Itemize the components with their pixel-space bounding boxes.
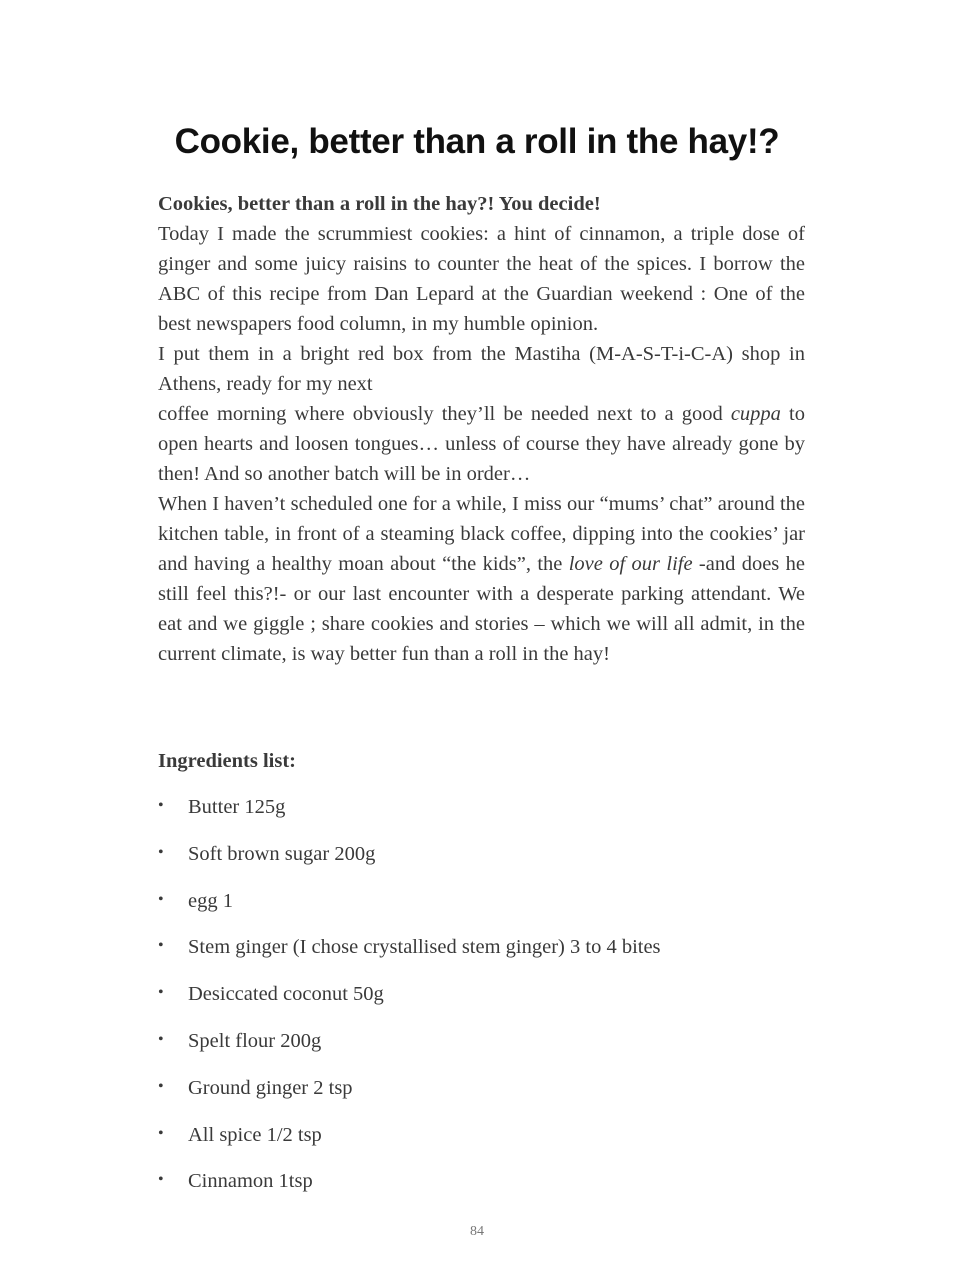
bullet-icon: •	[158, 843, 164, 861]
ingredient-label: Ground ginger 2 tsp	[188, 1076, 353, 1099]
ingredient-label: Desiccated coconut 50g	[188, 983, 384, 1006]
chat-text-start: When I haven’t scheduled one for a while, I miss our “mums’ chat” around the kitchen table, in front of a steaming black coffee, dipping into the cookies’ jar and having a healthy moan about “the kids”, the	[158, 493, 805, 575]
ingredients-heading: Ingredients list:	[158, 750, 297, 772]
ingredient-label: Spelt flour 200g	[188, 1029, 322, 1052]
ingredient-label: Stem ginger (I chose crystallised stem ginger) 3 to 4 bites	[188, 936, 661, 959]
intro-text	[158, 189, 805, 669]
chat-paragraph	[158, 489, 805, 669]
intro-lead: Cookies, better than a roll in the hay?! You decide!	[158, 193, 601, 215]
intro-paragraph	[158, 189, 805, 339]
ingredient-label: Soft brown sugar 200g	[188, 842, 376, 865]
ingredient-label: Butter 125g	[188, 796, 286, 818]
bullet-icon: •	[158, 984, 164, 1002]
chat-text-emphasis: love of our life	[568, 553, 693, 575]
bullet-icon: •	[158, 1077, 164, 1095]
ingredient-label: egg 1	[188, 889, 233, 912]
bullet-icon: •	[158, 1124, 164, 1142]
coffee-paragraph	[158, 399, 805, 489]
coffee-text-end: to open hearts and loosen tongues… unless of course they have already gone by then! And so another batch will be in order…	[158, 403, 805, 485]
page-title: Cookie, better than a roll in the hay!?	[174, 122, 780, 161]
coffee-text-start: coffee morning where obviously they’ll be needed next to a good	[158, 403, 731, 425]
box-paragraph	[158, 339, 805, 399]
box-sentence: I put them in a bright red box from the Mastiha (M-A-S-T-i-C-A) shop in Athens, ready for my next	[158, 343, 805, 395]
bullet-icon: •	[158, 1030, 164, 1048]
bullet-icon: •	[158, 890, 164, 908]
chat-text-end: -and does he still feel this?!- or our last encounter with a desperate parking attendant. We eat and we giggle ; share cookies and stories – which we will all admit, in the current climate, is way better fun than a roll in the hay!	[158, 553, 805, 665]
bullet-icon: •	[158, 1171, 164, 1189]
coffee-text-emphasis: cuppa	[730, 403, 781, 425]
page-number: 84	[470, 1224, 484, 1239]
bullet-icon: •	[158, 937, 164, 955]
ingredient-label: All spice 1/2 tsp	[188, 1123, 322, 1146]
bullet-icon: •	[158, 797, 164, 814]
intro-sentence: Today I made the scrummiest cookies: a hint of cinnamon, a triple dose of ginger and some juicy raisins to counter the heat of the spices. I borrow the ABC of this recipe from Dan Lepard at the Guardian weekend : One of the best newspapers food column, in my humble opinion.	[158, 223, 805, 335]
ingredient-label: Cinnamon 1tsp	[188, 1170, 313, 1193]
